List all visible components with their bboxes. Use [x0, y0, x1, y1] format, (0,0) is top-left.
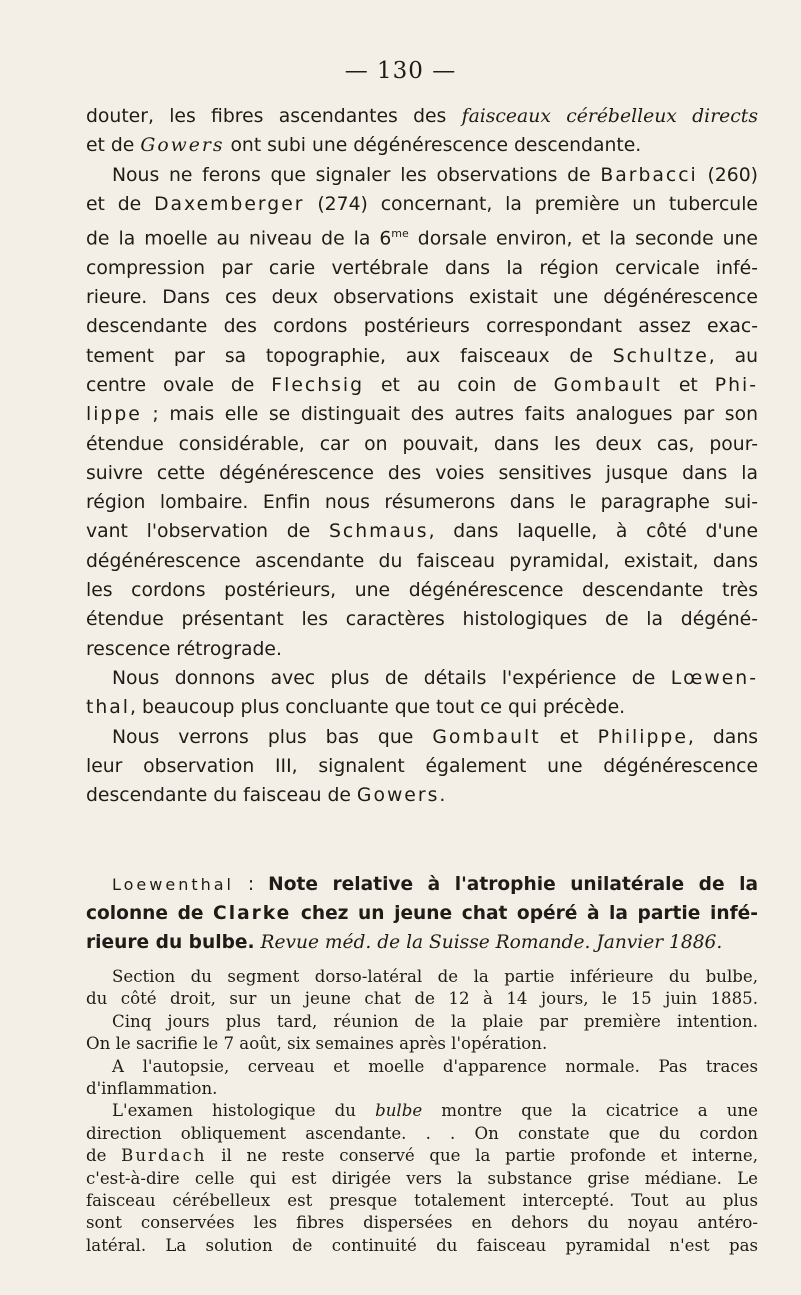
line-text: et au coin de [364, 374, 554, 396]
author-name: lippe [86, 404, 142, 426]
author-name: Schultze [612, 345, 709, 367]
text-line: région lombaire. Enfin nous résumerons dans le paragraphe sui- [86, 492, 758, 514]
author-name: Barbacci [600, 164, 698, 186]
journal-citation: Revue méd. de la Suisse Romande. Janvier 1886. [260, 932, 723, 953]
abstract-text [86, 966, 758, 1257]
author-name: Gombault [432, 726, 541, 748]
line-text: Nous ne ferons que signaler les observations de [112, 164, 601, 186]
line-text: dorsale environ, et la seconde une [408, 228, 758, 250]
author-name: Philippe [597, 726, 688, 748]
line-text: , au [708, 345, 758, 367]
text-line: faisceau cérébelleux est presque totalement intercepté. Tout au plus [86, 1191, 758, 1211]
text-line: étendue présentant les caractères histologiques de la dégéné- [86, 609, 758, 631]
text-line [86, 219, 758, 254]
italic-term: bulbe [375, 1101, 423, 1121]
italic-term: faisceaux cérébelleux directs [461, 106, 758, 127]
line-text: il ne reste conservé que la partie profonde et interne, [206, 1146, 759, 1166]
text-line: du côté droit, sur un jeune chat de 12 à 14 jours, le 15 juin 1885. [86, 989, 758, 1009]
line-text: , beaucoup plus concluante que tout ce qui précède. [130, 697, 626, 719]
line-text: ont subi une dégénérescence descendante. [224, 135, 642, 157]
text-line [86, 400, 758, 429]
heading-separator: : [234, 874, 269, 895]
line-text: , dans laquelle, à côté d'une [428, 521, 758, 543]
heading-title: Note relative à l'atrophie unilatérale de la [268, 874, 758, 895]
author-name: Daxemberger [154, 193, 305, 215]
heading-line [86, 928, 758, 957]
text-line [86, 342, 758, 371]
heading-title: chez un jeune chat opéré à la partie infé- [291, 903, 758, 924]
line-text: (260) [697, 164, 758, 186]
text-line [86, 664, 758, 693]
line-text: , dans [687, 726, 759, 748]
line-text: Nous donnons avec plus de détails l'expérience de [112, 667, 671, 689]
text-line [86, 723, 758, 752]
author-name: Burdach [121, 1146, 207, 1166]
line-text: ; mais elle se distinguait des autres faits analogues par son [141, 404, 758, 426]
text-line [86, 102, 758, 131]
line-text: descendante du faisceau de [86, 785, 357, 807]
author-name: Gowers [356, 785, 440, 807]
text-line [86, 693, 758, 722]
text-line: direction obliquement ascendante. . . On constate que du cordon [86, 1123, 758, 1143]
author-name: thal [86, 697, 130, 719]
line-text: de la moelle au niveau de la 6 [86, 228, 392, 250]
author-name: Phi- [714, 374, 758, 396]
text-line: d'inflammation. [86, 1079, 218, 1099]
text-line: descendante des cordons postérieurs correspondant assez exac- [86, 316, 758, 338]
heading-title: rieure du bulbe. [86, 932, 255, 953]
text-line: dégénérescence ascendante du faisceau pyramidal, existait, dans [86, 550, 758, 572]
superscript: me [391, 227, 409, 241]
line-text: et de [86, 135, 141, 157]
line-text: et [540, 726, 598, 748]
line-text: Nous verrons plus bas que [112, 726, 433, 748]
text-line: rieure. Dans ces deux observations existait une dégénérescence [86, 287, 758, 309]
text-line: leur observation III, signalent également une dégénérescence [86, 755, 758, 777]
text-line [86, 131, 758, 160]
author-name: Gowers [140, 135, 225, 157]
line-text: (274) concernant, la première un tubercule [304, 193, 758, 215]
line-text: et de [86, 193, 155, 215]
line-text: douter, les fibres ascendantes des [86, 106, 462, 127]
line-text: de [86, 1146, 122, 1166]
text-line: suivre cette dégénérescence des voies sensitives jusque dans la [86, 462, 758, 484]
text-line: On le sacrifie le 7 août, six semaines après l'opération. [86, 1034, 548, 1054]
text-line [86, 517, 758, 546]
line-text: et [661, 374, 715, 396]
text-line: A l'autopsie, cerveau et moelle d'apparence normale. Pas traces [112, 1056, 758, 1076]
line-text: vant l'observation de [86, 521, 329, 543]
text-line: latéral. La solution de continuité du faisceau pyramidal n'est pas [86, 1235, 758, 1255]
text-line: rescence rétrograde. [86, 638, 282, 660]
author-name: Lœwen- [670, 667, 758, 689]
text-line [86, 781, 758, 810]
heading-line [86, 870, 758, 899]
text-line: compression par carie vertébrale dans la région cervicale infé- [86, 257, 758, 279]
text-line: Cinq jours plus tard, réunion de la plaie par première intention. [112, 1011, 758, 1031]
heading-line [86, 899, 758, 928]
line-text: . [439, 785, 446, 807]
text-line: les cordons postérieurs, une dégénérescence descendante très [86, 580, 758, 602]
text-line [86, 161, 758, 190]
text-line [86, 1100, 758, 1122]
line-text: montre que la cicatrice a une [422, 1101, 758, 1121]
page-number: — 130 — [344, 58, 457, 84]
text-line: Section du segment dorso-latéral de la partie inférieure du bulbe, [112, 967, 758, 986]
body-paragraphs [86, 102, 758, 810]
heading-name: Clarke [213, 903, 292, 924]
text-line: c'est-à-dire celle qui est dirigée vers la substance grise médiane. Le [86, 1168, 758, 1188]
line-text: tement par sa topographie, aux faisceaux de [86, 345, 613, 367]
text-line: étendue considérable, car on pouvait, dans les deux cas, pour- [86, 433, 758, 455]
text-line [86, 190, 758, 219]
text-line [86, 1145, 758, 1167]
heading-author: Loewenthal [112, 875, 234, 894]
author-name: Flechsig [271, 374, 365, 396]
section-heading [86, 870, 758, 957]
text-line: sont conservées les fibres dispersées en dehors du noyau antéro- [86, 1213, 758, 1233]
line-text: L'examen histologique du [112, 1101, 376, 1121]
author-name: Schmaus [328, 521, 429, 543]
line-text: centre ovale de [86, 374, 272, 396]
text-line [86, 371, 758, 400]
heading-title: colonne de [86, 903, 214, 924]
author-name: Gombault [553, 374, 662, 396]
